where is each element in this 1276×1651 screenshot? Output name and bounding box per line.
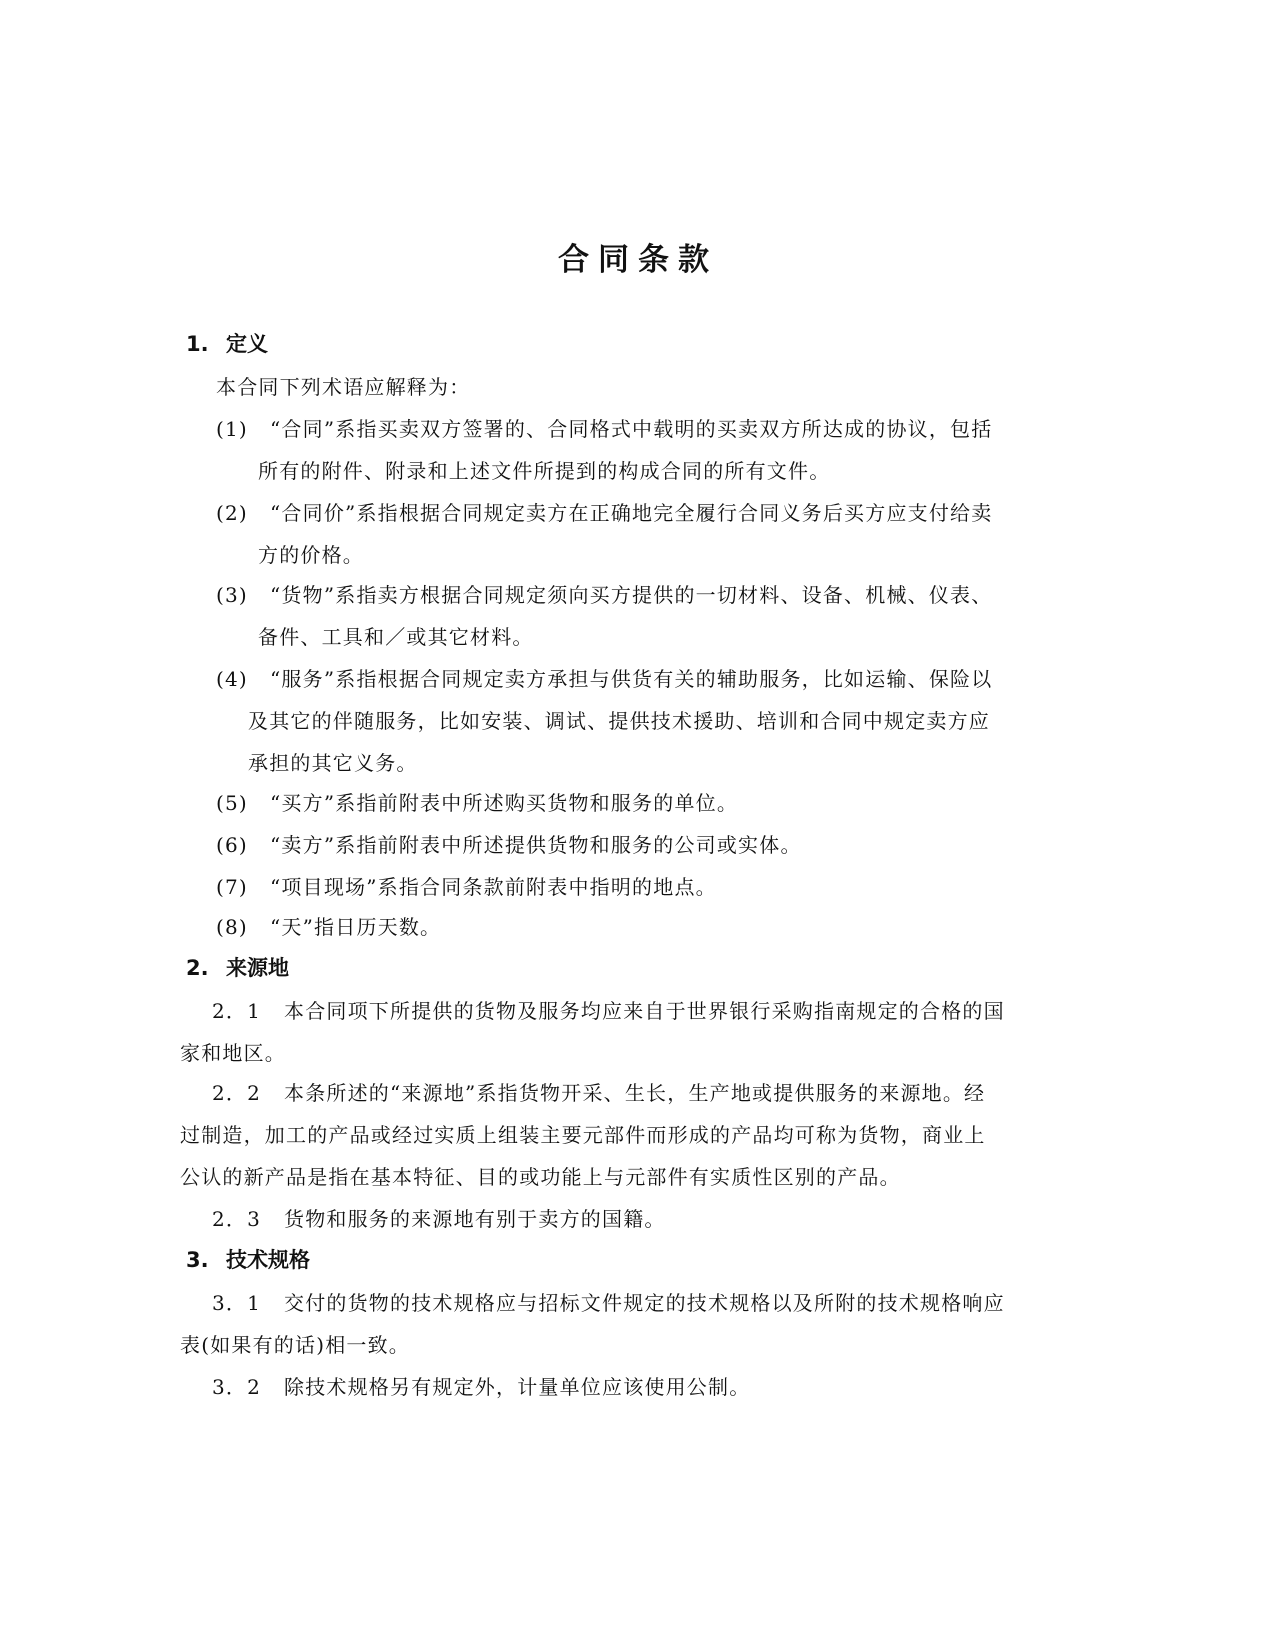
clause-text-continued: 公认的新产品是指在基本特征、目的或功能上与元部件有实质性区别的产品。 (180, 1165, 901, 1189)
section-number: 2. (186, 956, 209, 980)
item-text-continued: 所有的附件、附录和上述文件所提到的构成合同的所有文件。 (258, 459, 831, 483)
clause-text: 本合同项下所提供的货物及服务均应来自于世界银行采购指南规定的合格的国 (284, 999, 1005, 1023)
section-intro: 本合同下列术语应解释为： (216, 375, 471, 399)
section-number: 1. (186, 332, 209, 356)
section-title: 定义 (226, 332, 268, 356)
clause-number: 2．1 (212, 999, 262, 1023)
section-heading-definitions (186, 330, 268, 358)
section-number: 3. (186, 1248, 209, 1272)
item-text: “天”指日历天数。 (270, 915, 442, 939)
clause-text-continued: 表(如果有的话)相一致。 (180, 1333, 411, 1357)
item-text-continued: 备件、工具和／或其它材料。 (258, 625, 534, 649)
item-text-continued: 方的价格。 (258, 543, 364, 567)
section-heading-origin (186, 954, 289, 982)
clause (212, 1374, 750, 1400)
definition-item (216, 790, 738, 816)
item-number: (4) (216, 667, 248, 691)
item-number: (3) (216, 583, 248, 607)
clause (212, 1080, 985, 1106)
item-text: “服务”系指根据合同规定卖方承担与供货有关的辅助服务，比如运输、保险以 (270, 667, 993, 691)
section-heading-specifications (186, 1246, 310, 1274)
clause-number: 2．2 (212, 1081, 262, 1105)
clause-number: 3．1 (212, 1291, 262, 1315)
item-text-continued: 及其它的伴随服务，比如安装、调试、提供技术援助、培训和合同中规定卖方应 (248, 709, 990, 733)
item-number: (8) (216, 915, 248, 939)
clause-text: 除技术规格另有规定外，计量单位应该使用公制。 (284, 1375, 751, 1399)
item-text: “货物”系指卖方根据合同规定须向买方提供的一切材料、设备、机械、仪表、 (270, 583, 993, 607)
item-text-continued: 承担的其它义务。 (248, 751, 418, 775)
item-text: “项目现场”系指合同条款前附表中指明的地点。 (270, 875, 717, 899)
clause (212, 1290, 1005, 1316)
item-number: (7) (216, 875, 248, 899)
definition-item (216, 666, 992, 692)
item-text: “合同”系指买卖双方签署的、合同格式中载明的买卖双方所达成的协议，包括 (270, 417, 993, 441)
clause (212, 1206, 666, 1232)
item-number: (5) (216, 791, 248, 815)
document-title: 合同条款 (558, 242, 718, 278)
clause-number: 2．3 (212, 1207, 262, 1231)
definition-item (216, 914, 441, 940)
item-number: (1) (216, 417, 248, 441)
clause-text: 货物和服务的来源地有别于卖方的国籍。 (284, 1207, 666, 1231)
section-title: 技术规格 (226, 1248, 310, 1272)
item-text: “合同价”系指根据合同规定卖方在正确地完全履行合同义务后买方应支付给卖 (270, 501, 993, 525)
definition-item (216, 874, 717, 900)
definition-item (216, 500, 992, 526)
clause-text-continued: 过制造，加工的产品或经过实质上组装主要元部件而形成的产品均可称为货物，商业上 (180, 1123, 986, 1147)
item-number: (2) (216, 501, 248, 525)
item-text: “买方”系指前附表中所述购买货物和服务的单位。 (270, 791, 739, 815)
definition-item (216, 416, 992, 442)
definition-item (216, 832, 802, 858)
section-title: 来源地 (226, 956, 289, 980)
clause-text-continued: 家和地区。 (180, 1041, 286, 1065)
clause-text: 本条所述的“来源地”系指货物开采、生长，生产地或提供服务的来源地。经 (284, 1081, 986, 1105)
clause (212, 998, 1005, 1024)
clause-text: 交付的货物的技术规格应与招标文件规定的技术规格以及所附的技术规格响应 (284, 1291, 1005, 1315)
clause-number: 3．2 (212, 1375, 262, 1399)
definition-item (216, 582, 992, 608)
item-text: “卖方”系指前附表中所述提供货物和服务的公司或实体。 (270, 833, 802, 857)
item-number: (6) (216, 833, 248, 857)
